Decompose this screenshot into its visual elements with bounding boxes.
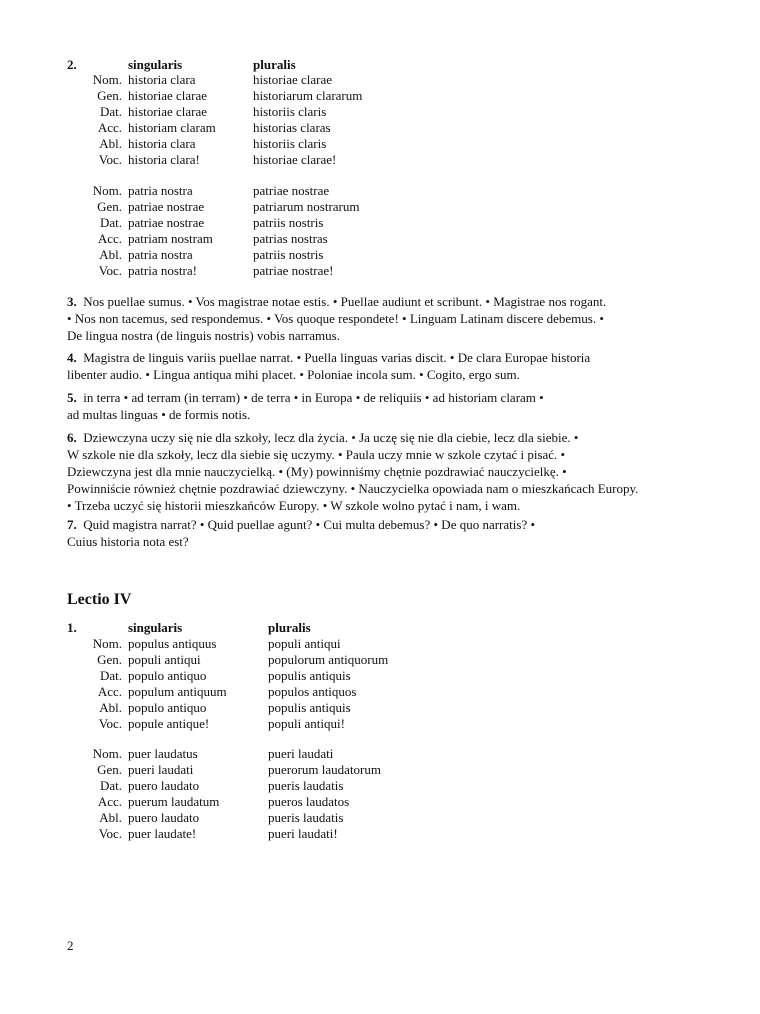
case-label: Nom. — [92, 636, 122, 651]
plural-form: populi antiqui — [268, 636, 341, 651]
plural-form: historiis claris — [253, 104, 327, 119]
case-label: Acc. — [97, 794, 122, 809]
exercise-line: • Trzeba uczyć się historii mieszkańców Europy. • W szkole wolno pytać i nam, i wam. — [67, 498, 521, 513]
case-label: Gen. — [97, 762, 122, 777]
exercise-number: 6. — [67, 430, 77, 445]
plural-form: patriae nostrae — [253, 183, 330, 198]
exercise-4 — [67, 349, 707, 383]
case-label: Abl. — [99, 136, 122, 151]
plural-form: populorum antiquorum — [268, 652, 389, 667]
singular-form: historia clara! — [128, 152, 200, 167]
exercise-line: Dziewczyna jest dla mnie nauczycielką. • (My) powinniśmy chętnie pozdrawiać nauczycielkę. • — [67, 464, 567, 479]
exercise-line: ad multas linguas • de formis notis. — [67, 407, 251, 422]
case-label: Voc. — [98, 716, 122, 731]
case-label: Voc. — [98, 263, 122, 278]
exercise-line: W szkole nie dla szkoły, lecz dla siebie się uczymy. • Paula uczy mnie w szkole czytać i pisać. • — [67, 447, 566, 462]
singular-form: patria nostra! — [128, 263, 197, 278]
singular-form: popule antique! — [128, 716, 210, 731]
plural-form: patriis nostris — [253, 247, 324, 262]
plural-form: populis antiquis — [268, 700, 351, 715]
plural-form: puerorum laudatorum — [268, 762, 381, 777]
case-label: Voc. — [98, 152, 122, 167]
singular-form: pueri laudati — [128, 762, 194, 777]
singular-form: puero laudato — [128, 778, 200, 793]
plural-form: historiarum clararum — [253, 88, 363, 103]
singular-form: patria nostra — [128, 183, 193, 198]
case-label: Dat. — [99, 215, 122, 230]
plural-form: historiis claris — [253, 136, 327, 151]
exercise-6 — [67, 429, 707, 514]
singular-form: historia clara — [128, 136, 196, 151]
exercise-line: Quid magistra narrat? • Quid puellae agunt? • Cui multa debemus? • De quo narratis? • — [83, 517, 536, 532]
case-label: Abl. — [99, 810, 122, 825]
column-header-singularis: singularis — [128, 620, 183, 635]
case-label: Abl. — [99, 247, 122, 262]
plural-form: populi antiqui! — [268, 716, 345, 731]
plural-form: pueri laudati — [268, 746, 334, 761]
case-label: Gen. — [97, 199, 122, 214]
exercise-5 — [67, 389, 707, 423]
exercise-3 — [67, 293, 707, 344]
exercise-line: in terra • ad terram (in terram) • de terra • in Europa • de reliquiis • ad historiam claram • — [83, 390, 544, 405]
plural-form: pueris laudatis — [268, 810, 344, 825]
exercise-line: Cuius historia nota est? — [67, 534, 189, 549]
singular-form: populo antiquo — [128, 668, 207, 683]
singular-form: populi antiqui — [128, 652, 201, 667]
singular-form: patria nostra — [128, 247, 193, 262]
column-header-pluralis: pluralis — [253, 57, 296, 72]
exercise-line: • Nos non tacemus, sed respondemus. • Vos quoque respondete! • Linguam Latinam discere debemus. • — [67, 311, 604, 326]
exercise-7 — [67, 516, 707, 550]
singular-form: historiae clarae — [128, 88, 208, 103]
exercise-line: Nos puellae sumus. • Vos magistrae notae estis. • Puellae audiunt et scribunt. • Magistrae nos rogant. — [83, 294, 607, 309]
plural-form: historiae clarae — [253, 72, 333, 87]
plural-form: pueri laudati! — [268, 826, 338, 841]
plural-form: populis antiquis — [268, 668, 351, 683]
column-header-pluralis: pluralis — [268, 620, 311, 635]
case-label: Acc. — [97, 684, 122, 699]
plural-form: patriarum nostrarum — [253, 199, 360, 214]
case-label: Acc. — [97, 231, 122, 246]
case-label: Voc. — [98, 826, 122, 841]
singular-form: patriam nostram — [128, 231, 213, 246]
singular-form: historiae clarae — [128, 104, 208, 119]
singular-form: populus antiquus — [128, 636, 217, 651]
singular-form: historiam claram — [128, 120, 216, 135]
plural-form: patrias nostras — [253, 231, 328, 246]
singular-form: populum antiquum — [128, 684, 227, 699]
plural-form: pueris laudatis — [268, 778, 344, 793]
case-label: Nom. — [92, 72, 122, 87]
exercise-line: Powinniście również chętnie pozdrawiać dziewczyny. • Nauczycielka opowiada nam o mieszkańcach Europy. — [67, 481, 639, 496]
exercise-number: 3. — [67, 294, 77, 309]
exercise-number: 7. — [67, 517, 77, 532]
case-label: Acc. — [97, 120, 122, 135]
column-header-singularis: singularis — [128, 57, 183, 72]
case-label: Abl. — [99, 700, 122, 715]
case-label: Nom. — [92, 183, 122, 198]
exercise-line: De lingua nostra (de linguis nostris) vobis narramus. — [67, 328, 340, 343]
singular-form: populo antiquo — [128, 700, 207, 715]
plural-form: patriae nostrae! — [253, 263, 334, 278]
section-title: Lectio IV — [67, 591, 132, 608]
exercise-number: 4. — [67, 350, 77, 365]
case-label: Dat. — [99, 668, 122, 683]
case-label: Dat. — [99, 778, 122, 793]
plural-form: historiae clarae! — [253, 152, 337, 167]
singular-form: puerum laudatum — [128, 794, 220, 809]
plural-form: populos antiquos — [268, 684, 357, 699]
exercise-line: libenter audio. • Lingua antiqua mihi placet. • Poloniae incola sum. • Cogito, ergo sum. — [67, 367, 520, 382]
exercise-number: 2. — [67, 57, 77, 72]
exercise-number: 5. — [67, 390, 77, 405]
exercise-line: Dziewczyna uczy się nie dla szkoły, lecz dla życia. • Ja uczę się nie dla ciebie, lecz dla siebie. • — [83, 430, 579, 445]
case-label: Nom. — [92, 746, 122, 761]
singular-form: patriae nostrae — [128, 199, 205, 214]
exercise-line: Magistra de linguis variis puellae narrat. • Puella linguas varias discit. • De clara Europae historia — [83, 350, 591, 365]
case-label: Gen. — [97, 88, 122, 103]
singular-form: puer laudatus — [128, 746, 198, 761]
exercise-number: 1. — [67, 620, 77, 635]
case-label: Dat. — [99, 104, 122, 119]
plural-form: historias claras — [253, 120, 331, 135]
singular-form: puer laudate! — [128, 826, 197, 841]
plural-form: pueros laudatos — [268, 794, 350, 809]
page-number: 2 — [67, 938, 74, 953]
singular-form: puero laudato — [128, 810, 200, 825]
case-label: Gen. — [97, 652, 122, 667]
plural-form: patriis nostris — [253, 215, 324, 230]
singular-form: historia clara — [128, 72, 196, 87]
singular-form: patriae nostrae — [128, 215, 205, 230]
